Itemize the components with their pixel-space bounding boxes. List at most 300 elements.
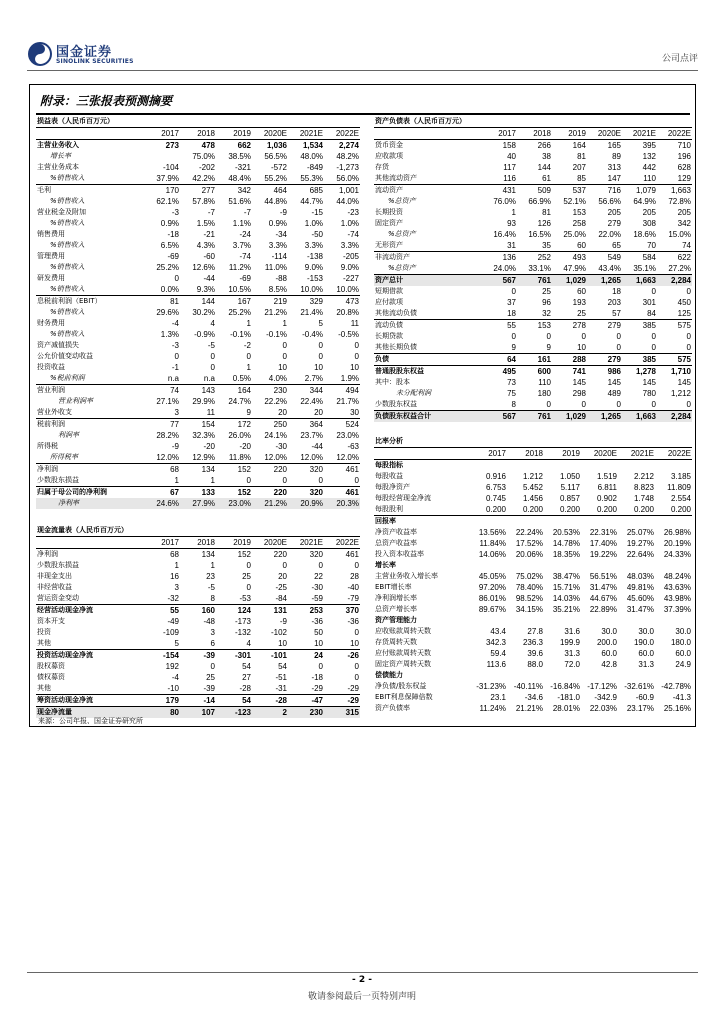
value-cell: 16.4% [493,230,516,239]
value-cell [618,670,655,681]
value-cell: 0.5% [232,374,251,383]
row-label: 资产总计 [374,275,482,287]
table-row [36,627,360,638]
value-cell: 21.7% [336,397,359,406]
value-cell: 60 [577,241,586,250]
value-cell: n.a [203,374,215,383]
table-row [36,661,360,672]
value-cell: 277 [180,185,216,197]
year-header-blank [374,128,482,140]
value-cell [655,516,692,528]
value-cell: 49.81% [626,583,654,592]
value-cell: 2,284 [657,275,692,287]
year-header: 2019 [552,128,587,140]
value-cell: 52.1% [563,197,586,206]
value-cell: 23.1 [490,693,506,702]
value-cell: -123 [216,707,252,719]
table-row [374,516,692,528]
value-cell: -88 [275,274,287,283]
row-label: 每股股利 [375,505,403,513]
table-row [36,498,360,509]
value-cell: -69 [167,252,179,261]
value-cell: 43.4% [598,264,621,273]
value-cell: -63 [347,442,359,451]
value-cell: 0 [616,400,621,409]
table-row [36,173,360,185]
value-cell: 0 [354,628,359,637]
value-cell: 205 [642,208,656,217]
value-cell: 1 [246,363,251,372]
value-cell: 5 [174,639,179,648]
value-cell: 43.98% [663,594,691,603]
value-cell: 67 [144,487,180,499]
table-row [36,385,360,397]
value-cell: 253 [288,605,324,617]
value-cell: 1,265 [587,275,622,287]
value-cell: 1.1% [232,219,251,228]
value-cell: 28 [350,572,359,581]
row-label: 债权募资 [37,673,65,681]
value-cell: 12.0% [156,453,179,462]
value-cell: -3 [171,341,179,350]
value-cell: 3.185 [670,472,691,481]
table-row [36,240,360,251]
year-header: 2018 [180,128,216,140]
value-cell: 1,212 [670,389,691,398]
value-cell: 258 [572,219,586,228]
row-label: 无形资产 [375,241,403,249]
value-cell: 364 [288,419,324,431]
value-cell: 431 [482,185,517,197]
row-label: 现金净流量 [36,707,144,719]
year-header: 2021E [618,448,655,460]
year-header-blank [36,537,144,549]
table-row [36,650,360,662]
value-cell: 158 [502,141,516,150]
value-cell: 0 [354,341,359,350]
value-cell: 0.857 [559,494,580,503]
value-cell: 170 [144,185,180,197]
value-cell: 220 [252,487,288,499]
row-label: %销售收入 [50,285,85,293]
table-row [374,196,692,207]
value-cell: -9 [279,617,287,626]
value-cell: 1 [174,561,179,570]
value-cell: 220 [252,464,288,476]
value-cell: 22.31% [589,528,617,537]
value-cell: -23 [347,208,359,217]
year-header: 2018 [507,448,544,460]
row-label: 少数股东损益 [37,561,79,569]
table-row [374,538,692,549]
row-label: 公允价值变动收益 [37,352,93,360]
value-cell: -39 [180,650,216,662]
value-cell: 11.2% [228,263,251,272]
value-cell: 24.7% [228,397,251,406]
value-cell: 44.7% [300,197,323,206]
value-cell: 145 [677,378,691,387]
value-cell: 0 [686,287,691,296]
value-cell: 25.0% [563,230,586,239]
value-cell: 1 [210,476,215,485]
table-row [36,185,360,197]
value-cell: 15.71% [552,583,580,592]
balance-sheet-table [374,116,692,422]
value-cell: 0 [174,274,179,283]
value-cell: 18.35% [552,550,580,559]
value-cell: 18 [507,309,516,318]
value-cell: 741 [552,366,587,378]
value-cell: 23.7% [300,431,323,440]
row-label: 少数股东权益 [375,400,417,408]
value-cell: 9 [246,408,251,417]
value-cell [544,615,581,626]
row-label: 息税前利润（EBIT） [36,296,144,308]
value-cell: -16.84% [550,682,580,691]
value-cell: 1.0% [340,219,359,228]
value-cell [618,460,655,472]
table-row [374,648,692,659]
value-cell: 0 [246,583,251,592]
value-cell: 320 [288,464,324,476]
value-cell: 250 [252,419,288,431]
value-cell: 125 [677,309,691,318]
value-cell: 11.24% [479,704,506,713]
value-cell: 342.3 [485,638,506,647]
value-cell: -44 [311,442,323,451]
table-row [374,681,692,692]
value-cell: 0 [210,662,215,671]
value-cell [470,460,507,472]
value-cell: 1,029 [552,411,587,423]
value-cell: 20.53% [552,528,580,537]
value-cell: 1.519 [596,472,617,481]
value-cell: -39 [203,684,215,693]
value-cell: -2 [243,341,251,350]
year-header: 2021E [288,128,324,140]
value-cell: 12.0% [264,453,287,462]
value-cell: 385 [622,320,657,332]
value-cell: 342 [677,219,691,228]
value-cell: 0 [511,287,516,296]
table-row [374,471,692,482]
row-label: %销售收入 [50,197,85,205]
value-cell: 0 [686,332,691,341]
row-label: 总资产增长率 [375,605,417,613]
value-cell: 60.0 [675,649,691,658]
value-cell: 23 [206,572,215,581]
value-cell: 329 [288,296,324,308]
table-row [36,571,360,582]
year-header-row [374,448,692,460]
value-cell: 131 [252,605,288,617]
document-type: 公司点评 [661,54,698,64]
row-label: 非现金支出 [37,572,72,580]
value-cell: 494 [324,385,360,397]
table-row [374,140,692,152]
value-cell: 20 [314,408,323,417]
value-cell: 30.0 [638,627,654,636]
value-cell [618,516,655,528]
row-label: 营业利润 [36,385,144,397]
value-cell [655,460,692,472]
value-cell: 0 [246,561,251,570]
value-cell [507,516,544,528]
table-row [36,218,360,229]
row-label: 其他 [37,639,51,647]
value-cell: 524 [324,419,360,431]
table-row [374,571,692,582]
value-cell [507,460,544,472]
row-label: 利润率 [58,431,79,439]
value-cell: 47.9% [563,264,586,273]
value-cell: 0 [354,476,359,485]
value-cell: 152 [216,464,252,476]
value-cell: 65 [612,241,621,250]
value-cell: 81 [144,296,180,308]
year-header: 2017 [470,448,507,460]
year-header: 2022E [324,128,360,140]
value-cell: 0 [354,673,359,682]
value-cell: 662 [237,141,251,150]
value-cell: 0.0% [160,285,179,294]
value-cell: 55.2% [264,174,287,183]
table-row [36,683,360,695]
table-row [36,695,360,707]
value-cell: 179 [144,695,180,707]
table-row [374,275,692,287]
value-cell: 0 [651,332,656,341]
table-row [36,475,360,487]
row-label: 毛利 [36,185,144,197]
value-cell: 145 [607,378,621,387]
value-cell: 370 [324,605,360,617]
value-cell [470,516,507,528]
value-cell: 2 [252,707,288,719]
table-row [36,151,360,162]
row-label: 投资活动现金净流 [36,650,144,662]
row-label: 长期投资 [375,208,403,216]
value-cell: -29 [347,684,359,693]
value-cell: 167 [216,296,252,308]
value-cell: 11 [350,319,359,328]
value-cell: 2,284 [657,411,692,423]
year-header: 2022E [657,128,692,140]
value-cell: -114 [271,252,287,261]
value-cell: 0 [246,476,251,485]
value-cell: 716 [587,185,622,197]
income-statement-table [36,116,360,509]
value-cell: 1.5% [196,219,215,228]
value-cell: 48.4% [228,174,251,183]
value-cell: -32.61% [624,682,654,691]
value-cell: 20.06% [515,550,543,559]
table-row [36,340,360,351]
value-cell: -0.1% [230,330,251,339]
disclaimer-note: 敬请参阅最后一页特别声明 [307,992,416,1002]
value-cell: 21.4% [300,308,323,317]
value-cell: -60 [203,252,215,261]
value-cell: -49 [167,617,179,626]
row-label: 营业税金及附加 [37,208,86,216]
value-cell: 22.24% [515,528,543,537]
value-cell: 27.8 [527,627,543,636]
value-cell: 196 [677,152,691,161]
year-header: 2018 [517,128,552,140]
value-cell: 0 [318,352,323,361]
value-cell: 8 [210,594,215,603]
value-cell: 40 [507,152,516,161]
value-cell: 32 [542,309,551,318]
value-cell: 129 [677,174,691,183]
value-cell: 5.117 [560,483,580,492]
value-cell: 0 [282,476,287,485]
value-cell: -59 [311,594,323,603]
value-cell: 320 [288,487,324,499]
value-cell: 28.01% [552,704,580,713]
row-label: %销售收入 [50,330,85,338]
value-cell: 2.212 [633,472,654,481]
row-label: 负债股东权益合计 [374,411,482,423]
row-label: 增长率 [375,561,396,569]
value-cell: 4.3% [196,241,215,250]
value-cell: 164 [216,385,252,397]
value-cell: 0 [686,400,691,409]
row-label: 资产管理能力 [375,616,417,624]
value-cell: 96 [542,298,551,307]
value-cell: 3.7% [232,241,251,250]
value-cell: 10.0% [336,285,359,294]
value-cell: 0 [354,352,359,361]
value-cell [655,560,692,571]
row-label: 存货周转天数 [375,638,417,646]
row-label: 短期借款 [375,287,403,295]
value-cell: -36 [311,617,323,626]
value-cell: 29.6% [156,308,179,317]
value-cell: 279 [587,354,622,366]
value-cell: 279 [607,219,621,228]
value-cell: -32 [167,594,179,603]
value-cell: -5 [207,583,215,592]
value-cell: -42.78% [661,682,691,691]
table-row [36,140,360,152]
value-cell: 0 [210,352,215,361]
value-cell: 3.3% [304,241,323,250]
value-cell: -14 [180,695,216,707]
table-row [374,185,692,197]
value-cell [470,560,507,571]
value-cell: -9 [279,208,287,217]
value-cell: -31.23% [476,682,506,691]
table-row [36,318,360,329]
value-cell: -34.6 [524,693,543,702]
table-row [374,263,692,275]
value-cell: 21.2% [252,498,288,509]
table-row [374,692,692,703]
year-header-blank [36,128,144,140]
value-cell: 153 [572,208,586,217]
value-cell: -4 [171,319,179,328]
value-cell: 54 [278,662,287,671]
section-title-row [36,116,360,128]
value-cell [581,516,618,528]
value-cell: -5 [207,341,215,350]
value-cell: 313 [607,163,621,172]
value-cell: 575 [657,354,692,366]
value-cell: 10 [350,639,359,648]
table-row [36,419,360,431]
value-cell: -24 [239,230,251,239]
value-cell: 1.3% [160,330,179,339]
value-cell: 200.0 [596,638,617,647]
table-row [374,388,692,399]
table-row [374,162,692,173]
table-row [374,320,692,332]
value-cell: 30.0 [675,627,691,636]
value-cell: 24.1% [264,431,287,440]
row-label: 货币资金 [375,141,403,149]
row-label: 营运资金变动 [37,594,79,602]
row-label: 主营业务成本 [37,163,79,171]
value-cell: 3.3% [340,241,359,250]
value-cell: 24.9 [675,660,691,669]
value-cell: 39.6 [527,649,543,658]
table-row [36,582,360,593]
table-row [374,297,692,308]
value-cell: 27.9% [180,498,216,509]
value-cell: -31 [275,684,287,693]
table-row [374,207,692,218]
value-cell: 442 [642,163,656,172]
value-cell: 537 [552,185,587,197]
table-row [36,329,360,340]
value-cell: 6.5% [160,241,179,250]
value-cell: 0.200 [485,505,506,514]
year-header: 2022E [324,537,360,549]
table-row [374,549,692,560]
value-cell: 12.6% [192,263,215,272]
row-label: 每股经营现金净流 [375,494,431,502]
table-row [374,411,692,423]
row-label: 流动资产 [374,185,482,197]
value-cell: 54 [216,695,252,707]
value-cell: 1,663 [657,185,692,197]
value-cell: 0 [616,343,621,352]
row-label: 投入资本收益率 [375,550,424,558]
value-cell: 11 [206,408,215,417]
value-cell [581,615,618,626]
value-cell: 59.4 [490,649,506,658]
value-cell: 154 [180,419,216,431]
value-cell: 478 [201,141,215,150]
value-cell: 385 [622,354,657,366]
year-header: 2020E [587,128,622,140]
table-row [374,670,692,681]
value-cell: 685 [288,185,324,197]
value-cell: -74 [347,230,359,239]
value-cell: 1.212 [522,472,543,481]
value-cell: 489 [607,389,621,398]
value-cell: 23.0% [336,431,359,440]
value-cell: -321 [234,163,251,172]
table-row [374,637,692,648]
row-label: 净利率 [36,498,144,509]
row-label: 资产减值损失 [37,341,79,349]
value-cell: 22.4% [300,397,323,406]
value-cell: -109 [162,628,179,637]
value-cell: -173 [234,617,251,626]
value-cell: 38.5% [228,152,251,161]
